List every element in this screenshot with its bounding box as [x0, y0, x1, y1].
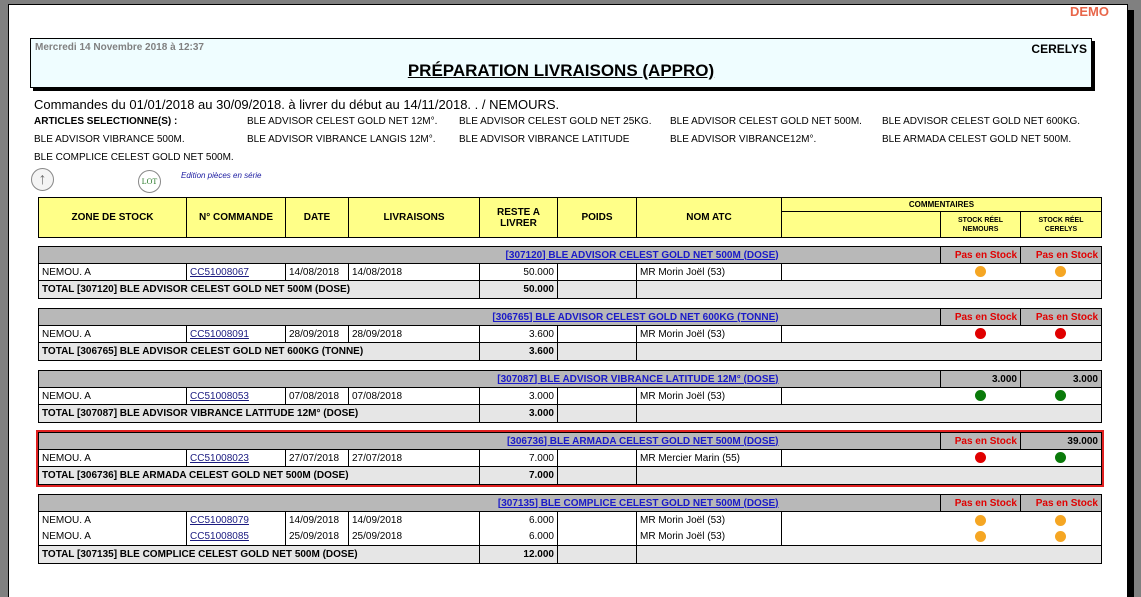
group-blank-cell [782, 247, 941, 264]
col-reste-line1: RESTE A [497, 206, 540, 218]
total-poids [558, 343, 637, 361]
group-blank-cell [782, 371, 941, 388]
stock-cerelys-value: 3.000 [1021, 371, 1102, 388]
reste-cell: 6.000 [480, 512, 558, 529]
status-dot-icon [975, 452, 986, 463]
group-title-cell [39, 495, 782, 512]
total-blank [637, 546, 1102, 564]
total-row [39, 467, 1102, 485]
col-nom-atc: NOM ATC [637, 198, 782, 238]
article-item: BLE ADVISOR VIBRANCE LATITUDE [459, 134, 630, 145]
stock-nemours-indicator [941, 326, 1021, 343]
poids-cell [558, 326, 637, 343]
livraison-cell: 28/09/2018 [349, 326, 480, 343]
stock-nemours-indicator [941, 450, 1021, 467]
report-header [30, 38, 1092, 88]
comment-cell [782, 326, 941, 343]
col-commentaires: COMMENTAIRES [782, 198, 1102, 212]
poids-cell [558, 388, 637, 405]
status-dot-icon [975, 531, 986, 542]
product-group-table [38, 308, 1102, 361]
stock-cerelys-indicator [1021, 326, 1102, 343]
product-group-table [38, 432, 1102, 485]
status-dot-icon [975, 390, 986, 401]
atc-cell: MR Morin Joël (53) [637, 326, 782, 343]
comment-cell [782, 450, 941, 467]
group-blank-cell [782, 495, 941, 512]
stock-cerelys-indicator [1021, 529, 1102, 546]
col-commentaires-blank [782, 212, 941, 238]
order-number-link[interactable]: CC51008067 [190, 266, 249, 278]
total-row [39, 343, 1102, 361]
total-value: 50.000 [480, 281, 558, 299]
total-value: 3.000 [480, 405, 558, 423]
product-link[interactable]: [307135] BLE COMPLICE CELEST GOLD NET 500M (DOSE) [497, 497, 779, 509]
date-cell: 14/08/2018 [286, 264, 349, 281]
status-dot-icon [1055, 328, 1066, 339]
col-stock-nemours [941, 212, 1021, 238]
commande-cell [187, 529, 286, 546]
col-poids: POIDS [558, 198, 637, 238]
group-header-row [39, 495, 1102, 512]
livraison-cell: 14/09/2018 [349, 512, 480, 529]
reste-cell: 3.600 [480, 326, 558, 343]
stock-nemours-indicator [941, 388, 1021, 405]
group-title-cell [39, 309, 782, 326]
order-number-link[interactable]: CC51008085 [190, 531, 249, 543]
group-title-cell [39, 433, 782, 450]
article-item: BLE ADVISOR CELEST GOLD NET 500M. [670, 116, 862, 127]
order-number-link[interactable]: CC51008023 [190, 452, 249, 464]
product-link[interactable]: [307087] BLE ADVISOR VIBRANCE LATITUDE 12M° (DOSE) [497, 373, 779, 385]
col-date: DATE [286, 198, 349, 238]
page-title: PRÉPARATION LIVRAISONS (APPRO) [407, 61, 715, 80]
livraison-cell: 07/08/2018 [349, 388, 480, 405]
stock-cerelys-indicator [1021, 450, 1102, 467]
article-item: BLE COMPLICE CELEST GOLD NET 500M. [34, 152, 234, 163]
commande-cell [187, 264, 286, 281]
group-header-row [39, 309, 1102, 326]
total-value: 12.000 [480, 546, 558, 564]
product-link[interactable]: [307120] BLE ADVISOR CELEST GOLD NET 500M (DOSE) [505, 249, 779, 261]
product-group-table [38, 494, 1102, 564]
commande-cell [187, 512, 286, 529]
total-row [39, 405, 1102, 423]
stock-nemours-indicator [941, 264, 1021, 281]
col-stock-nemours-line2: NEMOURS [962, 225, 999, 233]
reste-cell: 7.000 [480, 450, 558, 467]
total-row [39, 281, 1102, 299]
article-item: BLE ARMADA CELEST GOLD NET 500M. [882, 134, 1072, 145]
col-stock-cerelys-line1: STOCK RÉEL [1038, 216, 1084, 224]
group-blank-cell [782, 433, 941, 450]
product-link[interactable]: [306736] BLE ARMADA CELEST GOLD NET 500M (DOSE) [506, 435, 779, 447]
status-dot-icon [1055, 266, 1066, 277]
stock-cerelys-indicator [1021, 388, 1102, 405]
status-dot-icon [1055, 515, 1066, 526]
total-blank [637, 467, 1102, 485]
group-blank-cell [782, 309, 941, 326]
stock-nemours-value: Pas en Stock [941, 495, 1021, 512]
product-group-table [38, 246, 1102, 299]
group-header-row [39, 433, 1102, 450]
date-cell: 25/09/2018 [286, 529, 349, 546]
group-header-row [39, 371, 1102, 388]
demo-watermark: DEMO [1070, 4, 1109, 19]
product-group-table [38, 370, 1102, 423]
total-label: TOTAL [306765] BLE ADVISOR CELEST GOLD NET 600KG (TONNE) [39, 343, 480, 361]
date-cell: 28/09/2018 [286, 326, 349, 343]
articles-label: ARTICLES SELECTIONNE(S) : [34, 116, 178, 127]
edition-series-link[interactable]: Edition pièces en série [181, 171, 262, 180]
zone-cell: NEMOU. A [39, 450, 187, 467]
reste-cell: 6.000 [480, 529, 558, 546]
livraison-cell: 25/09/2018 [349, 529, 480, 546]
date-cell: 14/09/2018 [286, 512, 349, 529]
commande-cell [187, 450, 286, 467]
total-value: 3.600 [480, 343, 558, 361]
poids-cell [558, 450, 637, 467]
arrow-up-icon[interactable]: ↑ [31, 168, 54, 191]
column-header-table [38, 197, 1102, 238]
total-label: TOTAL [306736] BLE ARMADA CELEST GOLD NET 500M (DOSE) [39, 467, 480, 485]
status-dot-icon [975, 515, 986, 526]
livraison-cell: 14/08/2018 [349, 264, 480, 281]
order-number-link[interactable]: CC51008053 [190, 390, 249, 402]
order-row [39, 450, 1102, 467]
total-label: TOTAL [307087] BLE ADVISOR VIBRANCE LATITUDE 12M° (DOSE) [39, 405, 480, 423]
group-title-cell [39, 371, 782, 388]
livraison-cell: 27/07/2018 [349, 450, 480, 467]
stock-nemours-value: 3.000 [941, 371, 1021, 388]
poids-cell [558, 264, 637, 281]
comment-cell [782, 512, 941, 529]
col-commande: N° COMMANDE [187, 198, 286, 238]
col-reste-line2: LIVRER [500, 217, 537, 229]
order-number-link[interactable]: CC51008079 [190, 514, 249, 526]
group-header-row [39, 247, 1102, 264]
comment-cell [782, 529, 941, 546]
stock-nemours-value: Pas en Stock [941, 433, 1021, 450]
order-number-link[interactable]: CC51008091 [190, 328, 249, 340]
reste-cell: 50.000 [480, 264, 558, 281]
total-poids [558, 405, 637, 423]
stock-cerelys-value: Pas en Stock [1021, 495, 1102, 512]
group-title-cell [39, 247, 782, 264]
criteria-text: Commandes du 01/01/2018 au 30/09/2018. à livrer du début au 14/11/2018. . / NEMOURS. [34, 97, 560, 112]
col-reste-a-livrer [480, 198, 558, 238]
total-label: TOTAL [307120] BLE ADVISOR CELEST GOLD NET 500M (DOSE) [39, 281, 480, 299]
atc-cell: MR Morin Joël (53) [637, 529, 782, 546]
article-item: BLE ADVISOR VIBRANCE 500M. [34, 134, 185, 145]
status-dot-icon [975, 328, 986, 339]
col-stock-cerelys-line2: CERELYS [1044, 225, 1078, 233]
order-row [39, 512, 1102, 529]
total-blank [637, 343, 1102, 361]
col-zone-stock: ZONE DE STOCK [39, 198, 187, 238]
stock-cerelys-value: 39.000 [1021, 433, 1102, 450]
company-name: CERELYS [1031, 42, 1087, 56]
zone-cell: NEMOU. A [39, 512, 187, 529]
article-item: BLE ADVISOR CELEST GOLD NET 600KG. [882, 116, 1081, 127]
col-livraisons: LIVRAISONS [349, 198, 480, 238]
date-cell: 07/08/2018 [286, 388, 349, 405]
commande-cell [187, 388, 286, 405]
total-poids [558, 467, 637, 485]
poids-cell [558, 529, 637, 546]
order-row [39, 529, 1102, 546]
report-date: Mercredi 14 Novembre 2018 à 12:37 [35, 42, 204, 53]
commande-cell [187, 326, 286, 343]
total-label: TOTAL [307135] BLE COMPLICE CELEST GOLD NET 500M (DOSE) [39, 546, 480, 564]
status-dot-icon [1055, 390, 1066, 401]
order-row [39, 388, 1102, 405]
atc-cell: MR Mercier Marin (55) [637, 450, 782, 467]
article-item: BLE ADVISOR CELEST GOLD NET 12M°. [247, 116, 438, 127]
total-poids [558, 281, 637, 299]
status-dot-icon [1055, 531, 1066, 542]
comment-cell [782, 388, 941, 405]
articles-list [34, 116, 1104, 170]
total-poids [558, 546, 637, 564]
total-value: 7.000 [480, 467, 558, 485]
reste-cell: 3.000 [480, 388, 558, 405]
date-cell: 27/07/2018 [286, 450, 349, 467]
lot-button[interactable]: LOT [138, 170, 161, 193]
order-row [39, 326, 1102, 343]
stock-nemours-indicator [941, 512, 1021, 529]
stock-cerelys-indicator [1021, 264, 1102, 281]
comment-cell [782, 264, 941, 281]
zone-cell: NEMOU. A [39, 326, 187, 343]
zone-cell: NEMOU. A [39, 388, 187, 405]
total-blank [637, 405, 1102, 423]
stock-cerelys-value: Pas en Stock [1021, 247, 1102, 264]
atc-cell: MR Morin Joël (53) [637, 264, 782, 281]
total-blank [637, 281, 1102, 299]
article-item: BLE ADVISOR VIBRANCE12M°. [670, 134, 817, 145]
zone-cell: NEMOU. A [39, 264, 187, 281]
atc-cell: MR Morin Joël (53) [637, 388, 782, 405]
status-dot-icon [975, 266, 986, 277]
status-dot-icon [1055, 452, 1066, 463]
stock-cerelys-indicator [1021, 512, 1102, 529]
stock-nemours-indicator [941, 529, 1021, 546]
col-stock-nemours-line1: STOCK RÉEL [958, 216, 1003, 224]
stock-nemours-value: Pas en Stock [941, 247, 1021, 264]
poids-cell [558, 512, 637, 529]
stock-cerelys-value: Pas en Stock [1021, 309, 1102, 326]
article-item: BLE ADVISOR VIBRANCE LANGIS 12M°. [247, 134, 436, 145]
product-link[interactable]: [306765] BLE ADVISOR CELEST GOLD NET 600KG (TONNE) [492, 311, 779, 323]
col-stock-cerelys [1021, 212, 1102, 238]
zone-cell: NEMOU. A [39, 529, 187, 546]
atc-cell: MR Morin Joël (53) [637, 512, 782, 529]
article-item: BLE ADVISOR CELEST GOLD NET 25KG. [459, 116, 652, 127]
total-row [39, 546, 1102, 564]
stock-nemours-value: Pas en Stock [941, 309, 1021, 326]
order-row [39, 264, 1102, 281]
